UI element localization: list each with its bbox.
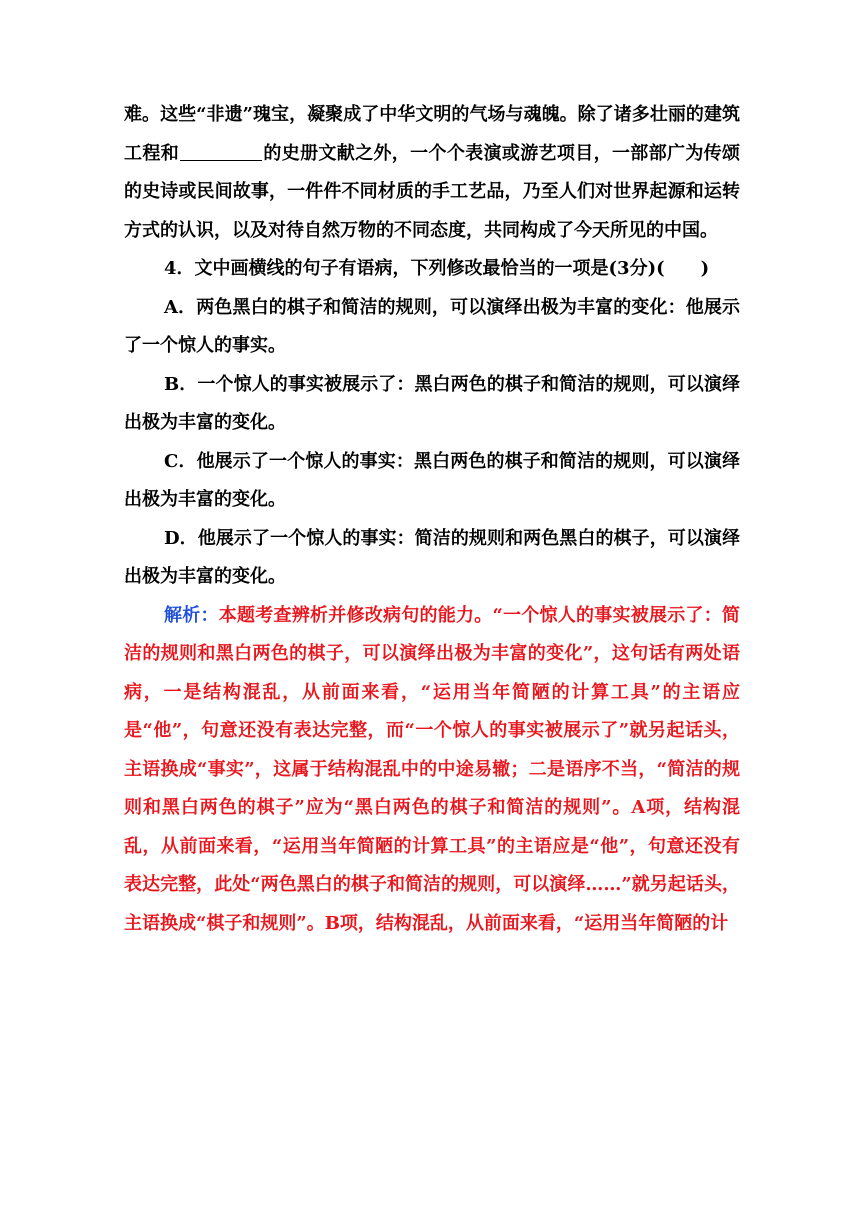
passage-text-part1: 难。这些“非遗”瑰宝，凝聚成了中华文明的气场与魂魄。除了诸多壮丽的建筑工程和: [124, 104, 740, 164]
option-c: C．他展示了一个惊人的事实：黑白两色的棋子和简洁的规则，可以演绎出极为丰富的变化。: [124, 450, 740, 510]
question-stem: 4．文中画横线的句子有语病，下列修改最恰当的一项是(3分)( ): [164, 258, 710, 279]
analysis-text: 本题考查辨析并修改病句的能力。“一个惊人的事实被展示了：简洁的规则和黑白两色的棋子，可以演绎出极为丰富的变化”，这句话有两处语病，一是结构混乱，从前面来看，“运用当年简陋的计算工具”的主语应是“他”，句意还没有表达完整，而“一个惊人的事实被展示了”就另起话头，主语换成“事实”，这属于结构混乱中的中途易辙；二是语序不当，“简洁的规则和黑白两色的棋子”应为“黑白两色的棋子和简洁的规则”。A项，结构混乱，从前面来看，“运用当年简陋的计算工具”的主语应是“他”，句意还没有表达完整，此处“两色黑白的棋子和简洁的规则，可以演绎……”就另起话头，主语换成“棋子和规则”。B项，结构混乱，从前面来看，“运用当年简陋的计: [124, 604, 741, 934]
analysis-paragraph: [124, 597, 740, 944]
option-a: A．两色黑白的棋子和简洁的规则，可以演绎出极为丰富的变化：他展示了一个惊人的事实。: [124, 296, 740, 356]
fill-in-blank: [180, 140, 262, 161]
passage-paragraph: [124, 96, 740, 250]
analysis-label: 解析：: [164, 604, 219, 626]
passage-text-part2: 的史册文献之外，一个个表演或游艺项目，一部部广为传颂的史诗或民间故事，一件件不同材质的手工艺品，乃至人们对世界起源和运转方式的认识，以及对待自然万物的不同态度，共同构成了今天所见的中国。: [124, 142, 741, 241]
document-page: [124, 96, 740, 943]
option-b: B．一个惊人的事实被展示了：黑白两色的棋子和简洁的规则，可以演绎出极为丰富的变化。: [124, 373, 740, 433]
option-d: D．他展示了一个惊人的事实：简洁的规则和两色黑白的棋子，可以演绎出极为丰富的变化。: [124, 527, 740, 587]
